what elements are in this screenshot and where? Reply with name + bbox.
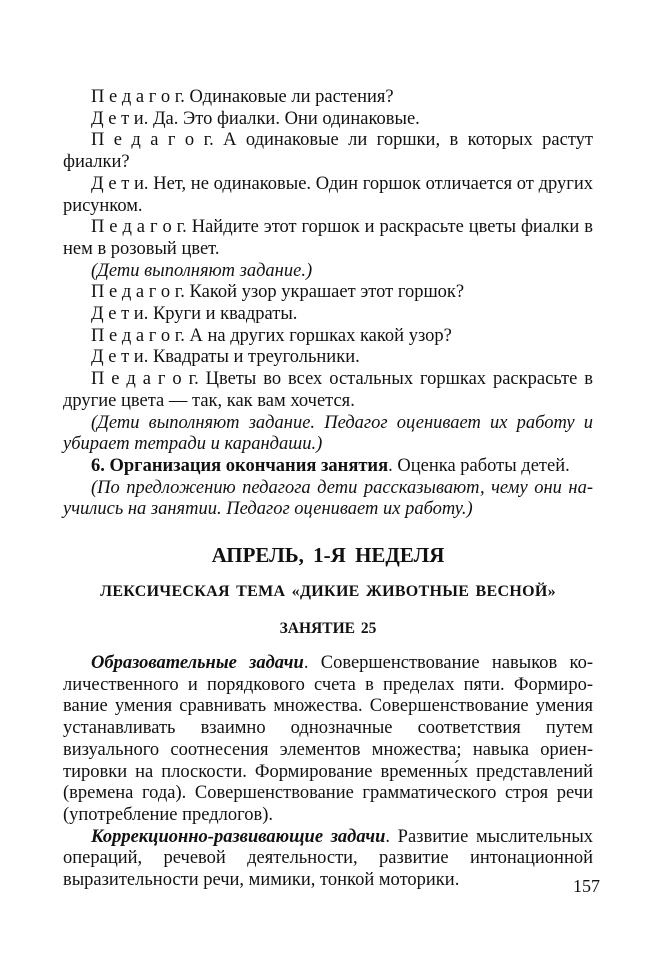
dialogue-text: Д е т и. Квадраты и треугольники. [91,347,360,368]
task-text: . Развитие мыслительных операций, речевой деятельности, развитие интонационной выразительности речи, мимики, тонкой моторики. [63,826,593,891]
watermark-top [0,16,656,67]
task-text: . Совершенствование навыков количественного и порядкового счета в пределах пяти. Формирование умения сравнивать множества. Совершенствование умения устанавливать взаимно однозначные соответствия путем визуального соотнесения элементов множества; навыка ориентировки на плоскости. Формирование временны́х представлений (времена года). Совершенствование грамматического строя речи (употребление предлогов). [63,653,593,825]
closing-paragraph [63,456,593,478]
stage-direction [63,413,593,456]
dialogue-text: П е д а г о г. Цветы во всех остальных горшках раскрасьте в другие цвета — так, как вам хочется. [63,369,593,411]
dialogue-text: П е д а г о г. Найдите этот горшок и раскрасьте цветы фиалки в нем в розовый цвет. [63,217,593,259]
task-paragraph-correctional [63,827,593,892]
theme-heading: ЛЕКСИЧЕСКАЯ ТЕМА «ДИКИЕ ЖИВОТНЫЕ ВЕСНОЙ» [100,583,556,601]
dialogue-line [63,217,593,260]
dialogue-line [63,369,593,412]
closing-lead: 6. Организация окончания занятия [91,455,389,476]
dialogue-line [63,174,593,217]
page-number: 157 [573,876,600,896]
dialogue-text: П е д а г о г. А одинаковые ли горшки, в которых растут фиалки? [63,130,593,173]
task-lead: Коррекционно-развивающие задачи [91,826,386,847]
task-paragraph-educational [63,653,593,827]
dialogue-text: П е д а г о г. Какой узор украшает этот горшок? [91,282,465,303]
dialogue-text: Д е т и. Да. Это фиалки. Они одинаковые. [91,108,420,129]
dialogue-line [63,130,593,173]
dialogue-text: Д е т и. Нет, не одинаковые. Один горшок отличается от других рисунком. [63,173,593,216]
stage-direction-text: (Дети выполняют задание. Педагог оценивает их работу и убирает тетради и карандаши.) [63,412,593,455]
dialogue-line [63,282,593,304]
dialogue-text: П е д а г о г. Одинаковые ли растения? [91,87,394,107]
dialogue-line [63,109,593,131]
dialogue-line [63,347,593,369]
dialogue-text: П е д а г о г. А на других горшках какой узор? [91,325,452,346]
stage-direction [63,261,593,283]
closing-text: . Оценка работы детей. [388,455,570,476]
week-heading: АПРЕЛЬ, 1-Я НЕДЕЛЯ [211,543,445,568]
lesson-heading: ЗАНЯТИЕ 25 [279,620,377,638]
dialogue-line [63,304,593,326]
closing-note [63,478,593,521]
page-text-block [63,87,593,892]
stage-direction-text: (Дети выполняют задание.) [91,260,313,281]
dialogue-line [63,326,593,348]
task-lead: Образовательные задачи [91,653,304,674]
dialogue-line [63,87,593,109]
dialogue-text: Д е т и. Круги и квадраты. [91,304,298,325]
closing-note-text: (По предложению педагога дети рассказывают, чему они научились на занятии. Педагог оценивает их работу.) [63,477,593,520]
